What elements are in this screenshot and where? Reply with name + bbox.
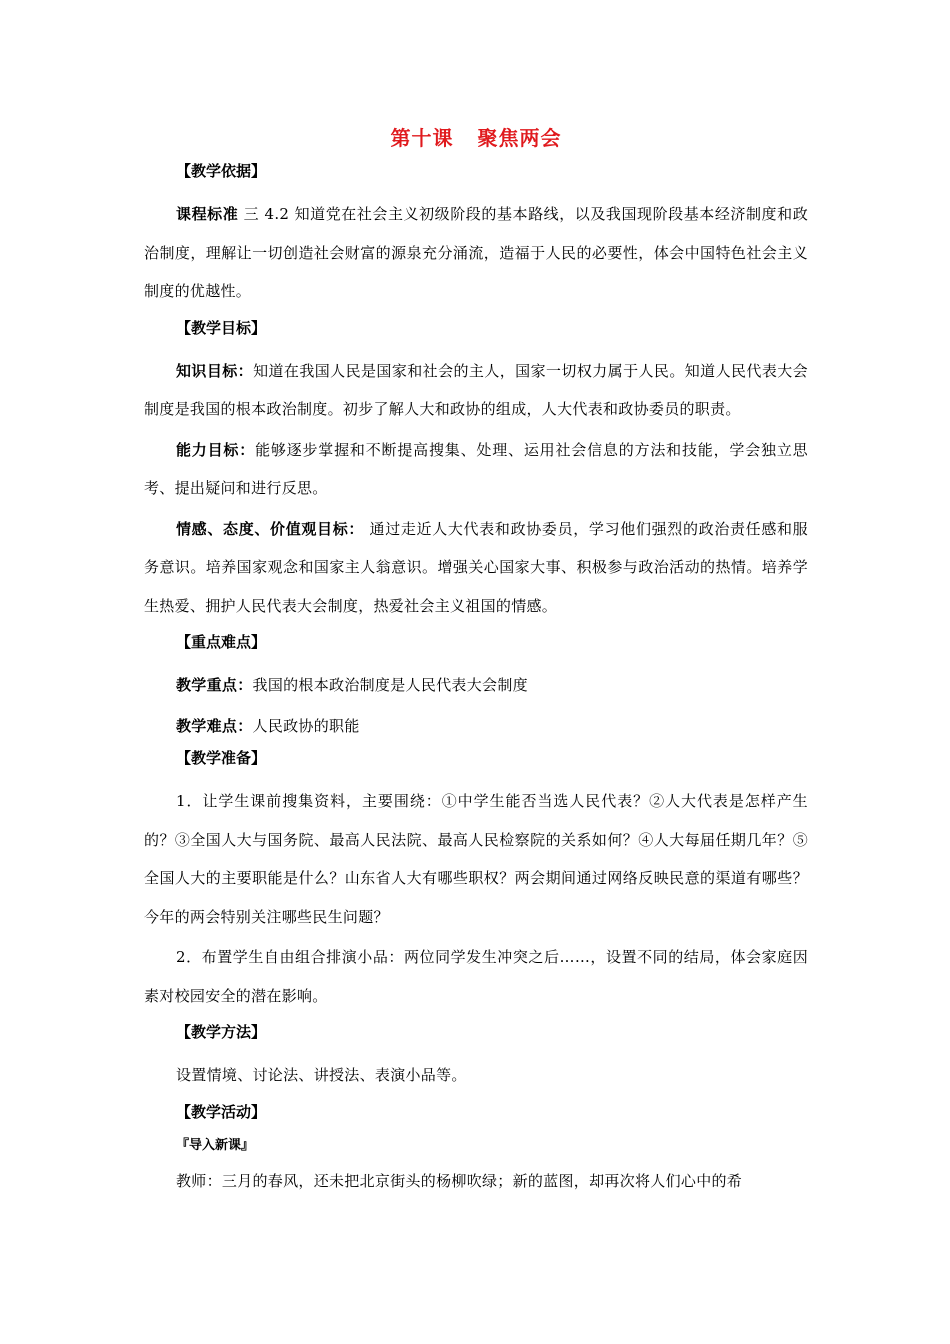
paragraph-introduction: 教师：三月的春风，还未把北京街头的杨柳吹绿；新的蓝图，却再次将人们心中的希 (176, 1171, 743, 1190)
text-emotion-goal: 通过走近人大代表和政协委员，学习他们强烈的政治责任感和服务意识。培养国家观念和国家主人翁意识。增强关心国家大事、积极参与政治活动的热情。培养学生热爱、拥护人民代表大会制度，热爱社会主义祖国的情感。 (144, 519, 808, 615)
paragraph-emotion-goal (144, 510, 808, 626)
label-curriculum-standard: 课程标准 (176, 205, 239, 223)
section-heading-key-points: 【重点难点】 (176, 633, 267, 651)
paragraph-ability-goal (144, 431, 808, 508)
section-heading-methods: 【教学方法】 (176, 1023, 267, 1041)
subheading-introduction: 『导入新课』 (176, 1137, 255, 1153)
paragraph-key-point (144, 666, 808, 705)
text-knowledge-goal: 知道在我国人民是国家和社会的主人，国家一切权力属于人民。知道人民代表大会制度是我国的根本政治制度。初步了解人大和政协的组成，人大代表和政协委员的职责。 (144, 361, 808, 418)
section-heading-basis: 【教学依据】 (176, 162, 267, 180)
label-emotion-goal: 情感、态度、价值观目标： (176, 519, 365, 538)
paragraph-preparation-2: 2．布置学生自由组合排演小品：两位同学发生冲突之后……，设置不同的结局，体会家庭因素对校园安全的潜在影响。 (144, 948, 808, 1005)
text-ability-goal: 能够逐步掌握和不断提高搜集、处理、运用社会信息的方法和技能，学会独立思考、提出疑问和进行反思。 (144, 440, 808, 497)
label-key-point: 教学重点： (176, 676, 253, 694)
document-page (144, 124, 808, 1200)
paragraph-preparation-1: 1．让学生课前搜集资料，主要围绕：①中学生能否当选人民代表？②人大代表是怎样产生的？③全国人大与国务院、最高人民法院、最高人民检察院的关系如何？④人大每届任期几年？⑤全国人大的主要职能是什么？山东省人大有哪些职权？两会期间通过网络反映民意的渠道有哪些？今年的两会特别关注哪些民生问题？ (144, 792, 808, 926)
text-key-point: 我国的根本政治制度是人民代表大会制度 (252, 676, 528, 694)
paragraph-difficulty (144, 707, 808, 746)
title-topic: 聚焦两会 (477, 126, 562, 150)
text-difficulty: 人民政协的职能 (252, 716, 360, 735)
label-knowledge-goal: 知识目标： (176, 361, 254, 380)
section-heading-goals: 【教学目标】 (176, 318, 267, 337)
label-ability-goal: 能力目标： (176, 440, 256, 459)
section-heading-activities: 【教学活动】 (176, 1102, 267, 1121)
label-difficulty: 教学难点： (176, 716, 253, 735)
paragraph-knowledge-goal (144, 352, 808, 429)
page-title (144, 124, 808, 152)
title-lesson-number: 第十课 (390, 126, 454, 150)
paragraph-basis (144, 195, 808, 311)
section-heading-preparation: 【教学准备】 (176, 749, 267, 767)
text-curriculum-standard: 三 4.2 知道党在社会主义初级阶段的基本路线，以及我国现阶段基本经济制度和政治制度，理解让一切创造社会财富的源泉充分涌流，造福于人民的必要性，体会中国特色社会主义制度的优越性。 (144, 205, 808, 300)
paragraph-methods: 设置情境、讨论法、讲授法、表演小品等。 (176, 1066, 467, 1084)
